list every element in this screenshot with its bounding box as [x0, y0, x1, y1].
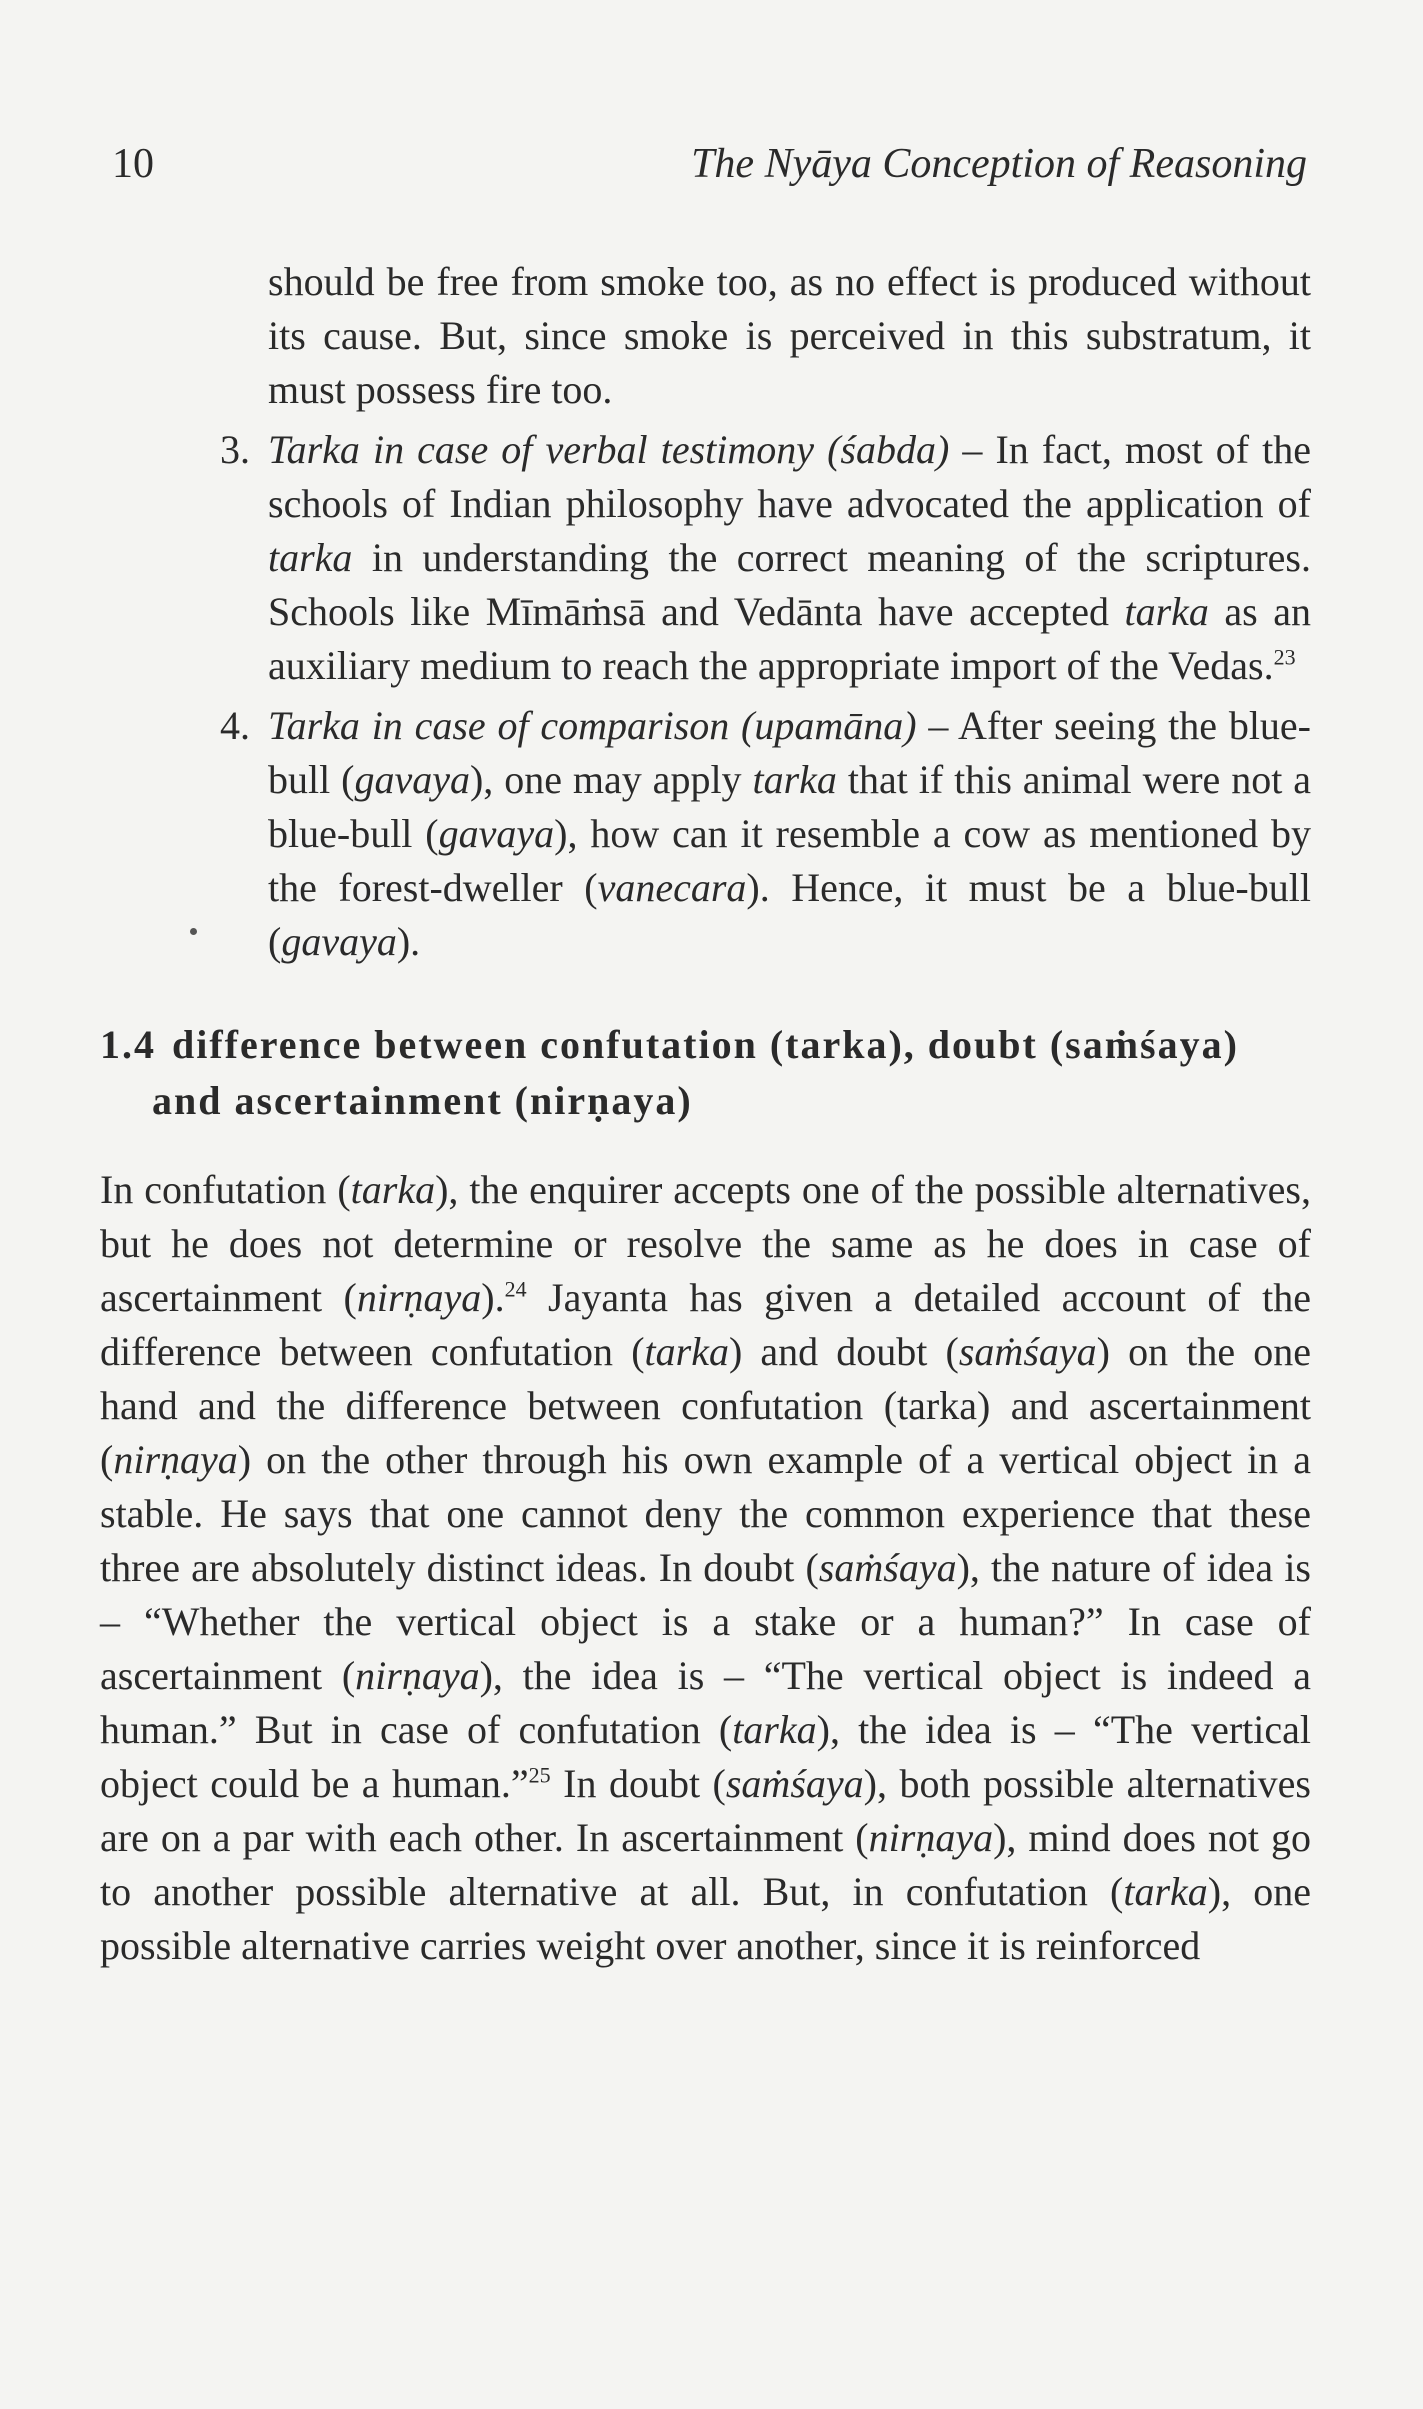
page-header — [112, 140, 1307, 188]
footnote-ref: 23 — [1273, 644, 1296, 670]
running-title: The Nyāya Conception of Reasoning — [691, 141, 1307, 187]
body-paragraph: In confutation (tarka), the enquirer accepts one of the possible alternatives, but he does not determine or resolve the same as he does in case of ascertainment (nirṇaya).$^{24}$ Jayanta has given a detailed account of the difference between confutation (tarka) and doubt (saṁśaya) on the one hand and the difference between confutation (tarka) and ascertainment (nirṇaya) on the other through his own example of a vertical object in a stable. He says that one cannot deny the common experience that these three are absolutely distinct ideas. In doubt (saṁśaya), the nature of idea is – “Whether the vertical object is a stake or a human?” In case of ascertainment (nirṇaya), the idea is – “The vertical object is indeed a human.” But in case of confutation (tarka), the idea is – “The vertical object could be a human.”$^{25}$ In doubt (saṁśaya), both possible alternatives are on a par with each other. In ascertainment (nirṇaya), mind does not go to another possible alternative at all. But, in confutation (tarka), one possible alternative carries weight over another, since it is reinforced — [100, 1167, 1312, 1968]
list-item — [100, 423, 1311, 693]
list-item-number: 4. — [220, 703, 250, 748]
continuation-text: should be free from smoke too, as no effect is produced without its cause. But, since smoke is perceived in this substratum, it must possess fire too. — [268, 259, 1311, 412]
section-heading — [100, 1017, 1311, 1129]
item-title: Tarka in case of comparison (upamāna) — [268, 703, 917, 748]
footnote-ref: 24 — [504, 1276, 527, 1302]
page-body — [100, 255, 1311, 1973]
section-number: 1.4 — [100, 1022, 156, 1067]
item-title: Tarka in case of verbal testimony (śabda) — [268, 427, 950, 472]
list-item-text: Tarka in case of verbal testimony (śabda) – In fact, most of the schools of Indian philosophy have advocated the application of tarka in understanding the correct meaning of the scriptures. Schools like Mīmāṁsā and Vedānta have accepted tarka as an auxiliary medium to reach the appropriate import of the Vedas.$^{23}$ — [268, 427, 1312, 688]
list-item — [100, 699, 1311, 969]
list-item-number: 3. — [220, 427, 250, 472]
footnote-ref: 25 — [528, 1762, 551, 1788]
section-title: difference between confutation (tarka), doubt (saṁśaya) and ascertainment (nirṇaya) — [152, 1022, 1239, 1123]
list-item-text: Tarka in case of comparison (upamāna) – After seeing the blue-bull (gavaya), one may apply tarka that if this animal were not a blue-bull (gavaya), how can it resemble a cow as mentioned by the forest-dweller (vanecara). Hence, it must be a blue-bull (gavaya). — [268, 703, 1312, 964]
page-number: 10 — [112, 141, 154, 187]
